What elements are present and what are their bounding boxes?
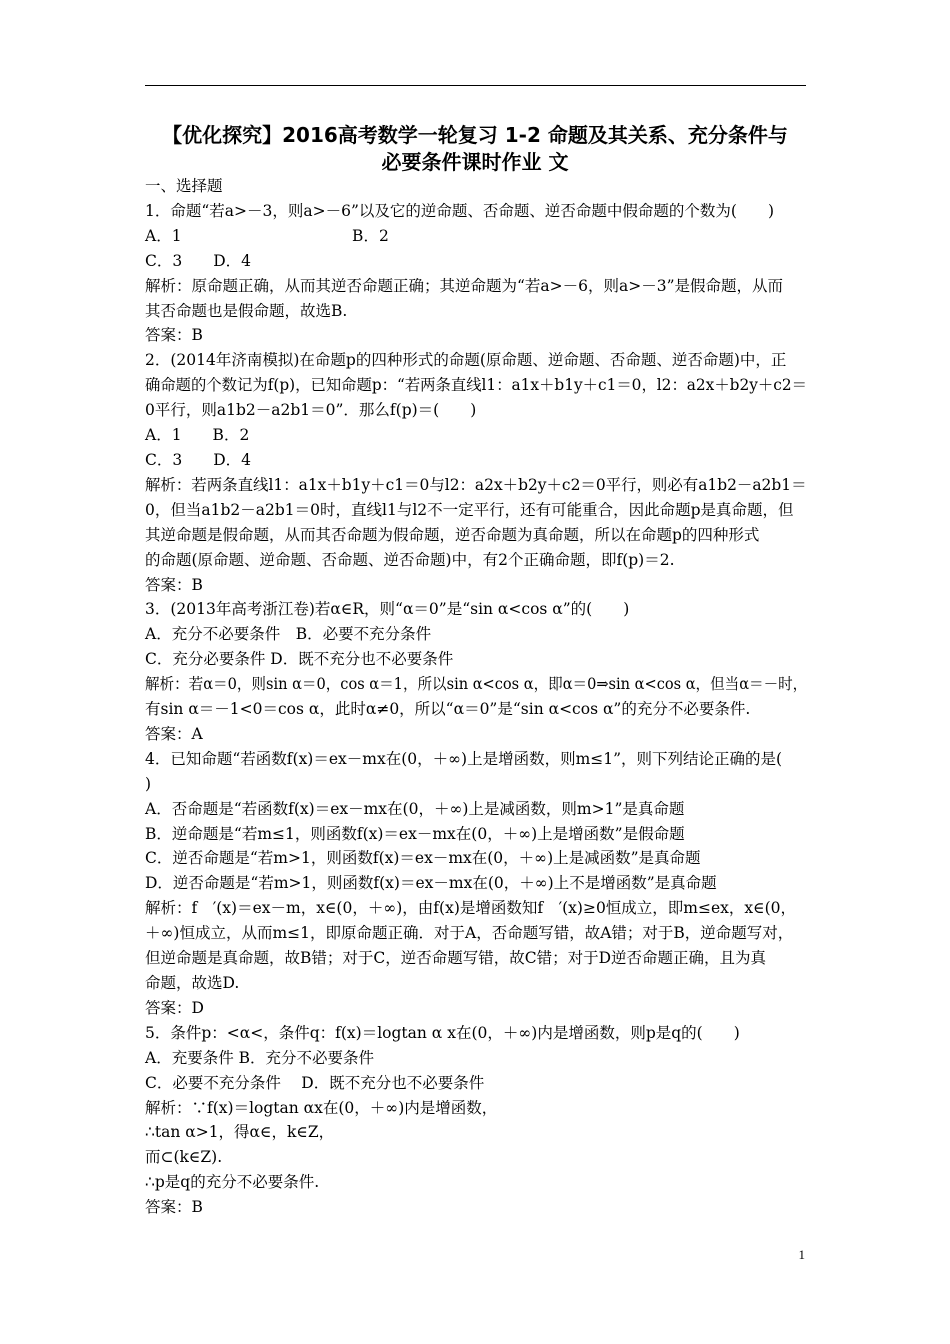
text-line: 3．(2013年高考浙江卷)若α∈R，则“α＝0”是“sin α<cos α”的( ): [145, 600, 630, 619]
text-line: 解析：f ′(x)＝ex－m，x∈(0，＋∞)，由f(x)是增函数知f ′(x)≥0恒成立，即m≤ex，x∈(0，: [145, 899, 797, 918]
text-line: 答案：A: [145, 724, 203, 743]
text-line: C．必要不充分条件 D．既不充分也不必要条件: [145, 1073, 485, 1092]
header-rule: [145, 85, 806, 86]
text-line: 一、选择题: [145, 177, 223, 195]
text-line: C．3 D．4: [145, 450, 252, 469]
title-line-1: 【优化探究】2016高考数学一轮复习 1-2 命题及其关系、充分条件与: [162, 123, 788, 147]
title-line-2: 必要条件课时作业 文: [381, 150, 569, 174]
text-line: 0，但当a1b2－a2b1＝0时，直线l1与l2不一定平行，还有可能重合，因此命题p是真命题，但: [145, 500, 794, 519]
text-line: C．逆否命题是“若m>1，则函数f(x)＝ex－mx在(0，＋∞)上是减函数”是真命题: [145, 849, 701, 868]
text-line: 答案：B: [145, 575, 203, 594]
text-line: 解析：∵f(x)＝logtan αx在(0，＋∞)内是增函数，: [145, 1098, 498, 1117]
text-line: 5．条件p：<α<，条件q：f(x)＝logtan α x在(0，＋∞)内是增函数，则p是q的( ): [145, 1023, 740, 1042]
text-line: 其逆命题是假命题，从而其否命题为假命题，逆否命题为真命题，所以在命题p的四种形式: [145, 525, 760, 544]
text-line: A．1 B．2: [145, 226, 389, 245]
document-body: [145, 174, 807, 1220]
text-line: 确命题的个数记为f(p)，已知命题p：“若两条直线l1：a1x＋b1y＋c1＝0，l2：a2x＋b2y＋c2＝: [145, 376, 807, 395]
text-line: 但逆命题是真命题，故B错；对于C，逆否命题写错，故C错；对于D逆否命题正确，且为真: [145, 949, 767, 968]
text-line: 2．(2014年济南模拟)在命题p的四种形式的命题(原命题、逆命题、否命题、逆否命题)中，正: [145, 351, 787, 370]
text-line: A．否命题是“若函数f(x)＝ex－mx在(0，＋∞)上是减函数，则m>1”是真命题: [145, 799, 685, 818]
text-line: B．逆命题是“若m≤1，则函数f(x)＝ex－mx在(0，＋∞)上是增函数”是假命题: [145, 824, 685, 843]
text-line: 答案：B: [145, 1198, 203, 1217]
text-line: 的命题(原命题、逆命题、否命题、逆否命题)中，有2个正确命题，即f(p)＝2.: [145, 550, 675, 569]
text-line: 0平行，则a1b2－a2b1＝0”．那么f(p)＝( ): [145, 401, 477, 420]
document-title: [140, 122, 810, 176]
text-line: 解析：若两条直线l1：a1x＋b1y＋c1＝0与l2：a2x＋b2y＋c2＝0平行，则必有a1b2－a2b1＝: [145, 475, 807, 494]
text-line: 解析：原命题正确，从而其逆否命题正确；其逆命题为“若a>－6，则a>－3”是假命题，从而: [145, 276, 784, 295]
text-line: 有sin α＝－1<0＝cos α，此时α≠0，所以“α＝0”是“sin α<cos α”的充分不必要条件.: [145, 700, 751, 719]
text-line: 答案：D: [145, 998, 204, 1017]
text-line: A．充要条件 B．充分不必要条件: [145, 1048, 375, 1067]
text-line: A．1 B．2: [145, 426, 250, 445]
text-line: ＋∞)恒成立，从而m≤1，即原命题正确．对于A，否命题写错，故A错；对于B，逆命题写对，: [145, 924, 794, 943]
text-line: A．充分不必要条件 B．必要不充分条件: [145, 625, 432, 644]
text-line: 命题，故选D.: [145, 974, 240, 992]
text-line: 其否命题也是假命题，故选B.: [145, 301, 348, 320]
text-line: C．3 D．4: [145, 251, 252, 270]
text-line: C．充分必要条件 D．既不充分也不必要条件: [145, 650, 454, 669]
text-line: 而⊂(k∈Z).: [145, 1148, 223, 1167]
text-line: 4．已知命题“若函数f(x)＝ex－mx在(0，＋∞)上是增函数，则m≤1”，则下列结论正确的是(: [145, 749, 783, 768]
text-line: ∴tan α>1，得α∈，k∈Z，: [145, 1123, 335, 1142]
text-line: 解析：若α＝0，则sin α＝0，cos α＝1，所以sin α<cos α，即α＝0⇒sin α<cos α，但当α＝－时，: [145, 675, 808, 694]
text-line: 1．命题“若a>－3，则a>－6”以及它的逆命题、否命题、逆否命题中假命题的个数为( ): [145, 201, 774, 220]
text-line: 答案：B: [145, 326, 203, 345]
text-line: D．逆否命题是“若m>1，则函数f(x)＝ex－mx在(0，＋∞)上不是增函数”是真命题: [145, 874, 717, 893]
text-line: ∴p是q的充分不必要条件.: [145, 1173, 320, 1192]
page-number: 1: [798, 1247, 805, 1262]
text-line: ): [145, 774, 152, 793]
